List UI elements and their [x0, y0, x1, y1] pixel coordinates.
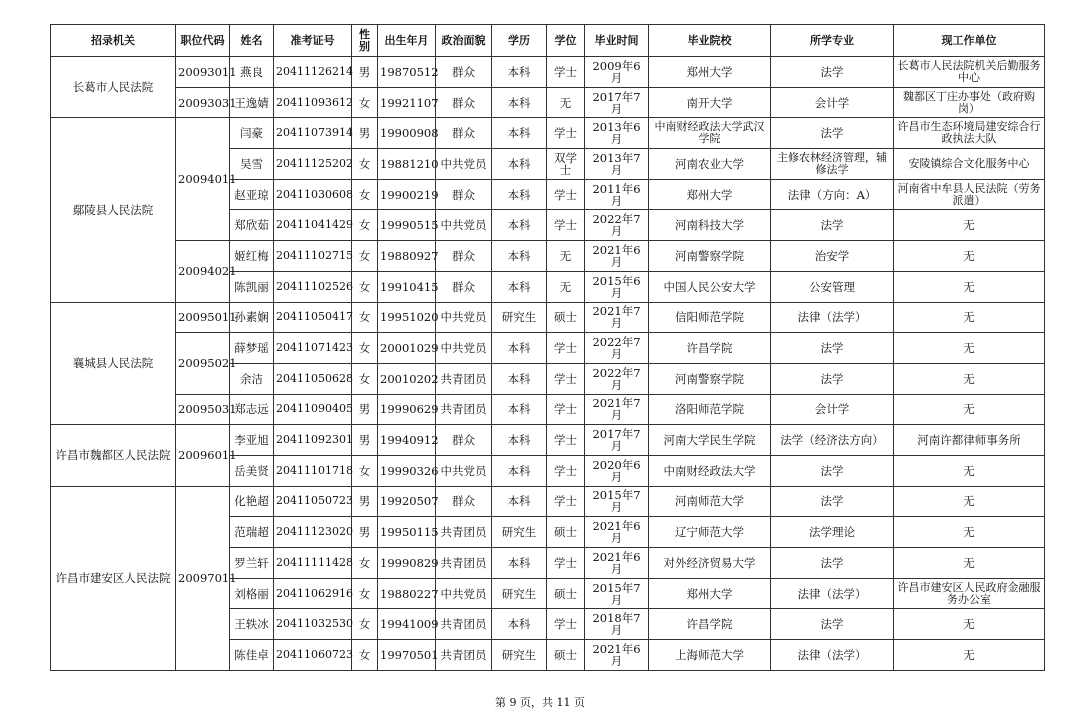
gender-cell: 男 [352, 486, 378, 517]
page-footer: 第 9 页，共 11 页 [495, 696, 585, 709]
major-cell: 法学 [771, 455, 894, 486]
degree-cell: 硕士 [547, 302, 585, 333]
major-cell: 法学 [771, 57, 894, 88]
current-employer-cell: 无 [894, 609, 1045, 640]
gender-cell: 女 [352, 363, 378, 394]
column-header: 姓名 [230, 25, 274, 57]
school-cell: 中南财经政法大学武汉学院 [649, 118, 771, 149]
table-row [51, 302, 1045, 333]
birth-date-cell: 19900908 [378, 118, 436, 149]
political-status-cell: 中共党员 [436, 210, 492, 241]
birth-date-cell: 19990629 [378, 394, 436, 425]
table-row [51, 118, 1045, 149]
candidate-name-cell: 王逸婧 [230, 87, 274, 118]
school-cell: 河南农业大学 [649, 149, 771, 180]
gender-cell: 女 [352, 333, 378, 364]
exam-number-cell: 20411092301 [274, 425, 352, 456]
political-status-cell: 中共党员 [436, 455, 492, 486]
table-header [51, 25, 1045, 57]
gender-cell: 女 [352, 241, 378, 272]
degree-cell: 硕士 [547, 640, 585, 671]
graduation-date-cell: 2022年7月 [585, 210, 649, 241]
graduation-date-cell: 2022年7月 [585, 363, 649, 394]
exam-number-cell: 20411101718 [274, 455, 352, 486]
position-code-cell: 20094021 [176, 241, 230, 302]
exam-number-cell: 20411093612 [274, 87, 352, 118]
exam-number-cell: 20411050417 [274, 302, 352, 333]
education-cell: 本科 [492, 425, 547, 456]
school-cell: 上海师范大学 [649, 640, 771, 671]
major-cell: 法律（法学） [771, 640, 894, 671]
degree-cell: 学士 [547, 210, 585, 241]
position-code-cell: 20095031 [176, 394, 230, 425]
position-code-cell: 20093011 [176, 57, 230, 88]
education-cell: 本科 [492, 548, 547, 579]
major-cell: 法学 [771, 118, 894, 149]
graduation-date-cell: 2013年7月 [585, 149, 649, 180]
graduation-date-cell: 2015年7月 [585, 578, 649, 609]
gender-cell: 女 [352, 271, 378, 302]
political-status-cell: 群众 [436, 118, 492, 149]
school-cell: 河南警察学院 [649, 363, 771, 394]
political-status-cell: 群众 [436, 271, 492, 302]
exam-number-cell: 20411032530 [274, 609, 352, 640]
agency-cell: 许昌市建安区人民法院 [51, 486, 176, 670]
exam-number-cell: 20411062916 [274, 578, 352, 609]
exam-number-cell: 20411073914 [274, 118, 352, 149]
school-cell: 洛阳师范学院 [649, 394, 771, 425]
current-employer-cell: 许昌市生态环境局建安综合行政执法大队 [894, 118, 1045, 149]
gender-cell: 男 [352, 425, 378, 456]
table-row [51, 241, 1045, 272]
birth-date-cell: 19881210 [378, 149, 436, 180]
graduation-date-cell: 2017年7月 [585, 87, 649, 118]
degree-cell: 硕士 [547, 578, 585, 609]
column-header: 所学专业 [771, 25, 894, 57]
current-employer-cell: 安陵镇综合文化服务中心 [894, 149, 1045, 180]
exam-number-cell: 20411071423 [274, 333, 352, 364]
candidate-name-cell: 吴雪 [230, 149, 274, 180]
graduation-date-cell: 2015年7月 [585, 486, 649, 517]
candidate-name-cell: 郑欣茹 [230, 210, 274, 241]
current-employer-cell: 河南省中牟县人民法院（劳务派遣） [894, 179, 1045, 210]
graduation-date-cell: 2013年6月 [585, 118, 649, 149]
column-header: 政治面貌 [436, 25, 492, 57]
gender-cell: 女 [352, 302, 378, 333]
column-header: 招录机关 [51, 25, 176, 57]
education-cell: 本科 [492, 363, 547, 394]
column-header: 学历 [492, 25, 547, 57]
degree-cell: 学士 [547, 363, 585, 394]
major-cell: 法学 [771, 486, 894, 517]
exam-number-cell: 20411030608 [274, 179, 352, 210]
degree-cell: 学士 [547, 548, 585, 579]
gender-cell: 女 [352, 578, 378, 609]
degree-cell: 学士 [547, 179, 585, 210]
political-status-cell: 中共党员 [436, 302, 492, 333]
school-cell: 郑州大学 [649, 57, 771, 88]
table-row [51, 333, 1045, 364]
column-header: 毕业院校 [649, 25, 771, 57]
political-status-cell: 共青团员 [436, 548, 492, 579]
birth-date-cell: 19900219 [378, 179, 436, 210]
graduation-date-cell: 2017年7月 [585, 425, 649, 456]
birth-date-cell: 19921107 [378, 87, 436, 118]
education-cell: 本科 [492, 455, 547, 486]
graduation-date-cell: 2018年7月 [585, 609, 649, 640]
graduation-date-cell: 2021年6月 [585, 517, 649, 548]
exam-number-cell: 20411126214 [274, 57, 352, 88]
table-body [51, 57, 1045, 671]
education-cell: 研究生 [492, 578, 547, 609]
degree-cell: 学士 [547, 455, 585, 486]
school-cell: 河南警察学院 [649, 241, 771, 272]
birth-date-cell: 20010202 [378, 363, 436, 394]
school-cell: 信阳师范学院 [649, 302, 771, 333]
candidate-name-cell: 姬红梅 [230, 241, 274, 272]
candidate-name-cell: 陈凯丽 [230, 271, 274, 302]
degree-cell: 学士 [547, 425, 585, 456]
degree-cell: 无 [547, 87, 585, 118]
current-employer-cell: 无 [894, 548, 1045, 579]
school-cell: 郑州大学 [649, 578, 771, 609]
education-cell: 本科 [492, 486, 547, 517]
candidate-name-cell: 陈佳卓 [230, 640, 274, 671]
candidate-name-cell: 刘格丽 [230, 578, 274, 609]
school-cell: 许昌学院 [649, 333, 771, 364]
political-status-cell: 共青团员 [436, 640, 492, 671]
current-employer-cell: 无 [894, 210, 1045, 241]
exam-number-cell: 20411090405 [274, 394, 352, 425]
gender-cell: 女 [352, 455, 378, 486]
gender-cell: 男 [352, 394, 378, 425]
candidate-name-cell: 闫豪 [230, 118, 274, 149]
current-employer-cell: 无 [894, 486, 1045, 517]
degree-cell: 无 [547, 241, 585, 272]
agency-cell: 鄢陵县人民法院 [51, 118, 176, 302]
school-cell: 郑州大学 [649, 179, 771, 210]
degree-cell: 硕士 [547, 517, 585, 548]
political-status-cell: 中共党员 [436, 578, 492, 609]
education-cell: 本科 [492, 333, 547, 364]
birth-date-cell: 19880227 [378, 578, 436, 609]
exam-number-cell: 20411060723 [274, 640, 352, 671]
degree-cell: 学士 [547, 394, 585, 425]
birth-date-cell: 20001029 [378, 333, 436, 364]
candidate-name-cell: 赵亚琼 [230, 179, 274, 210]
major-cell: 会计学 [771, 394, 894, 425]
education-cell: 本科 [492, 394, 547, 425]
education-cell: 研究生 [492, 517, 547, 548]
current-employer-cell: 无 [894, 455, 1045, 486]
position-code-cell: 20095011 [176, 302, 230, 333]
graduation-date-cell: 2021年7月 [585, 394, 649, 425]
gender-cell: 女 [352, 640, 378, 671]
graduation-date-cell: 2022年7月 [585, 333, 649, 364]
exam-number-cell: 20411050723 [274, 486, 352, 517]
major-cell: 公安管理 [771, 271, 894, 302]
candidate-name-cell: 燕良 [230, 57, 274, 88]
major-cell: 主修农林经济管理，辅修法学 [771, 149, 894, 180]
current-employer-cell: 河南许都律师事务所 [894, 425, 1045, 456]
political-status-cell: 共青团员 [436, 517, 492, 548]
graduation-date-cell: 2009年6月 [585, 57, 649, 88]
education-cell: 本科 [492, 210, 547, 241]
column-header: 现工作单位 [894, 25, 1045, 57]
major-cell: 法学（经济法方向） [771, 425, 894, 456]
birth-date-cell: 19940912 [378, 425, 436, 456]
school-cell: 河南大学民生学院 [649, 425, 771, 456]
education-cell: 研究生 [492, 302, 547, 333]
school-cell: 南开大学 [649, 87, 771, 118]
graduation-date-cell: 2021年7月 [585, 302, 649, 333]
position-code-cell: 20095021 [176, 333, 230, 394]
education-cell: 本科 [492, 609, 547, 640]
political-status-cell: 群众 [436, 87, 492, 118]
column-header: 毕业时间 [585, 25, 649, 57]
exam-number-cell: 20411102715 [274, 241, 352, 272]
table-row [51, 486, 1045, 517]
degree-cell: 无 [547, 271, 585, 302]
birth-date-cell: 19880927 [378, 241, 436, 272]
position-code-cell: 20093031 [176, 87, 230, 118]
school-cell: 辽宁师范大学 [649, 517, 771, 548]
major-cell: 法律（方向：A） [771, 179, 894, 210]
major-cell: 会计学 [771, 87, 894, 118]
gender-cell: 男 [352, 118, 378, 149]
degree-cell: 学士 [547, 118, 585, 149]
candidate-name-cell: 孙素娴 [230, 302, 274, 333]
degree-cell: 学士 [547, 57, 585, 88]
school-cell: 河南师范大学 [649, 486, 771, 517]
political-status-cell: 共青团员 [436, 394, 492, 425]
major-cell: 法律（法学） [771, 302, 894, 333]
education-cell: 本科 [492, 179, 547, 210]
candidate-name-cell: 郑志远 [230, 394, 274, 425]
exam-number-cell: 20411111428 [274, 548, 352, 579]
agency-cell: 长葛市人民法院 [51, 57, 176, 118]
gender-cell: 女 [352, 179, 378, 210]
exam-number-cell: 20411050628 [274, 363, 352, 394]
exam-number-cell: 20411123020 [274, 517, 352, 548]
birth-date-cell: 19950115 [378, 517, 436, 548]
school-cell: 许昌学院 [649, 609, 771, 640]
current-employer-cell: 无 [894, 517, 1045, 548]
political-status-cell: 群众 [436, 486, 492, 517]
degree-cell: 学士 [547, 609, 585, 640]
current-employer-cell: 无 [894, 363, 1045, 394]
candidate-name-cell: 范瑞超 [230, 517, 274, 548]
gender-cell: 女 [352, 87, 378, 118]
education-cell: 本科 [492, 149, 547, 180]
degree-cell: 学士 [547, 333, 585, 364]
position-code-cell: 20097011 [176, 486, 230, 670]
position-code-cell: 20096011 [176, 425, 230, 486]
major-cell: 法学理论 [771, 517, 894, 548]
political-status-cell: 群众 [436, 425, 492, 456]
table-row [51, 57, 1045, 88]
school-cell: 中国人民公安大学 [649, 271, 771, 302]
current-employer-cell: 无 [894, 394, 1045, 425]
current-employer-cell: 长葛市人民法院机关后勤服务中心 [894, 57, 1045, 88]
gender-cell: 女 [352, 609, 378, 640]
education-cell: 研究生 [492, 640, 547, 671]
table-row [51, 425, 1045, 456]
candidate-name-cell: 李亚旭 [230, 425, 274, 456]
agency-cell: 襄城县人民法院 [51, 302, 176, 425]
birth-date-cell: 19941009 [378, 609, 436, 640]
candidate-name-cell: 岳美贤 [230, 455, 274, 486]
birth-date-cell: 19910415 [378, 271, 436, 302]
current-employer-cell: 无 [894, 302, 1045, 333]
major-cell: 法学 [771, 609, 894, 640]
graduation-date-cell: 2011年6月 [585, 179, 649, 210]
current-employer-cell: 魏都区丁庄办事处（政府购岗） [894, 87, 1045, 118]
table-row [51, 87, 1045, 118]
degree-cell: 双学士 [547, 149, 585, 180]
current-employer-cell: 无 [894, 333, 1045, 364]
table-row [51, 394, 1045, 425]
column-header: 学位 [547, 25, 585, 57]
agency-cell: 许昌市魏都区人民法院 [51, 425, 176, 486]
candidate-name-cell: 化艳超 [230, 486, 274, 517]
political-status-cell: 中共党员 [436, 149, 492, 180]
school-cell: 河南科技大学 [649, 210, 771, 241]
political-status-cell: 群众 [436, 179, 492, 210]
roster-sheet [50, 24, 1044, 671]
exam-number-cell: 20411041429 [274, 210, 352, 241]
major-cell: 法学 [771, 363, 894, 394]
graduation-date-cell: 2015年6月 [585, 271, 649, 302]
degree-cell: 学士 [547, 486, 585, 517]
political-status-cell: 群众 [436, 57, 492, 88]
gender-cell: 男 [352, 517, 378, 548]
candidate-name-cell: 薛梦瑶 [230, 333, 274, 364]
graduation-date-cell: 2020年6月 [585, 455, 649, 486]
exam-number-cell: 20411102526 [274, 271, 352, 302]
candidate-table [50, 24, 1045, 671]
birth-date-cell: 19970501 [378, 640, 436, 671]
graduation-date-cell: 2021年6月 [585, 241, 649, 272]
birth-date-cell: 19990515 [378, 210, 436, 241]
graduation-date-cell: 2021年6月 [585, 640, 649, 671]
header-row [51, 25, 1045, 57]
education-cell: 本科 [492, 87, 547, 118]
current-employer-cell: 许昌市建安区人民政府金融服务办公室 [894, 578, 1045, 609]
school-cell: 中南财经政法大学 [649, 455, 771, 486]
political-status-cell: 共青团员 [436, 363, 492, 394]
current-employer-cell: 无 [894, 271, 1045, 302]
birth-date-cell: 19951020 [378, 302, 436, 333]
candidate-name-cell: 余洁 [230, 363, 274, 394]
major-cell: 法学 [771, 548, 894, 579]
graduation-date-cell: 2021年6月 [585, 548, 649, 579]
education-cell: 本科 [492, 271, 547, 302]
education-cell: 本科 [492, 118, 547, 149]
major-cell: 法律（法学） [771, 578, 894, 609]
gender-cell: 男 [352, 57, 378, 88]
education-cell: 本科 [492, 57, 547, 88]
gender-cell: 女 [352, 210, 378, 241]
education-cell: 本科 [492, 241, 547, 272]
major-cell: 法学 [771, 210, 894, 241]
current-employer-cell: 无 [894, 640, 1045, 671]
school-cell: 对外经济贸易大学 [649, 548, 771, 579]
political-status-cell: 群众 [436, 241, 492, 272]
major-cell: 法学 [771, 333, 894, 364]
candidate-name-cell: 罗兰轩 [230, 548, 274, 579]
birth-date-cell: 19870512 [378, 57, 436, 88]
major-cell: 治安学 [771, 241, 894, 272]
column-header: 出生年月 [378, 25, 436, 57]
current-employer-cell: 无 [894, 241, 1045, 272]
political-status-cell: 中共党员 [436, 333, 492, 364]
column-header: 准考证号 [274, 25, 352, 57]
exam-number-cell: 20411125202 [274, 149, 352, 180]
position-code-cell: 20094011 [176, 118, 230, 241]
candidate-name-cell: 王轶冰 [230, 609, 274, 640]
column-header: 性别 [352, 25, 378, 57]
birth-date-cell: 19920507 [378, 486, 436, 517]
gender-cell: 女 [352, 149, 378, 180]
birth-date-cell: 19990829 [378, 548, 436, 579]
gender-cell: 女 [352, 548, 378, 579]
column-header: 职位代码 [176, 25, 230, 57]
birth-date-cell: 19990326 [378, 455, 436, 486]
political-status-cell: 共青团员 [436, 609, 492, 640]
